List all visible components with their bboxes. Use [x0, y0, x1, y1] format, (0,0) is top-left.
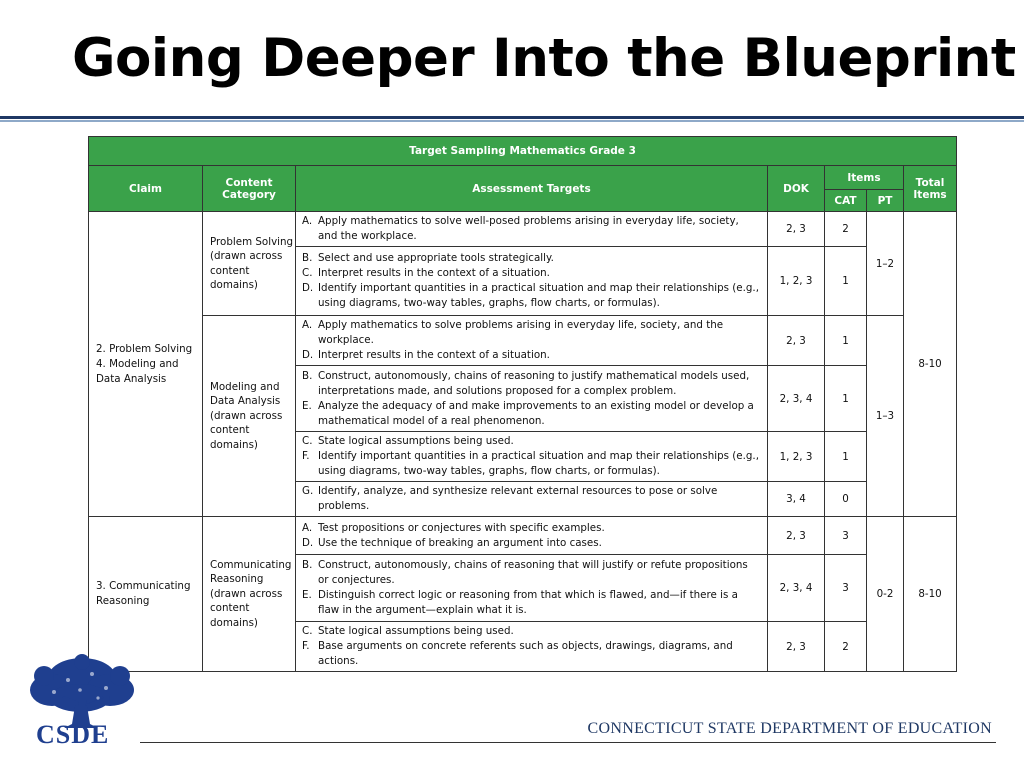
header-pt: PT: [867, 190, 904, 212]
target-text: State logical assumptions being used.: [318, 435, 514, 447]
content-category-cell: [203, 316, 296, 517]
pt-cell: 1–2: [867, 212, 904, 316]
header-cat: CAT: [825, 190, 867, 212]
target-line: [302, 318, 761, 348]
target-line: [302, 251, 761, 266]
target-line: [302, 348, 761, 363]
total-items-cell: 8-10: [904, 517, 957, 672]
header-content-category: Content Category: [203, 166, 296, 212]
target-line: [302, 214, 761, 244]
pt-cell: 0-2: [867, 517, 904, 672]
target-letter: B.: [302, 559, 313, 571]
targets-cell: [296, 212, 768, 247]
target-letter: A.: [302, 215, 313, 227]
target-letter: C.: [302, 435, 313, 447]
target-letter: E.: [302, 399, 312, 412]
dok-cell: 3, 4: [768, 482, 825, 517]
target-line: [302, 624, 761, 639]
target-letter: B.: [302, 369, 313, 382]
total-items-cell: 8-10: [904, 212, 957, 517]
content-category-cell: [203, 212, 296, 316]
target-line: [302, 639, 761, 669]
pt-cell: 1–3: [867, 316, 904, 517]
slide-title: Going Deeper Into the Blueprint: [72, 28, 1016, 89]
targets-cell: [296, 517, 768, 555]
footer-divider: [140, 742, 996, 743]
header-dok: DOK: [768, 166, 825, 212]
cat-cell: 3: [825, 555, 867, 622]
cat-cell: 1: [825, 316, 867, 366]
target-line: [302, 399, 761, 429]
claim-label: 3. Communicating Reasoning: [96, 580, 191, 607]
target-text: Interpret results in the context of a situation.: [318, 267, 550, 279]
target-text: Select and use appropriate tools strategically.: [318, 252, 554, 264]
target-line: [302, 434, 761, 449]
target-line: [302, 369, 761, 399]
target-letter: D.: [302, 282, 314, 294]
cat-cell: 3: [825, 517, 867, 555]
category-note: (drawn across content domains): [210, 250, 283, 291]
targets-cell: [296, 247, 768, 316]
dok-cell: 1, 2, 3: [768, 432, 825, 482]
category-note: (drawn across content domains): [210, 409, 283, 451]
target-letter: D.: [302, 349, 314, 361]
target-text: Use the technique of breaking an argument into cases.: [318, 536, 602, 549]
target-line: [302, 266, 761, 281]
target-text: Identify, analyze, and synthesize relevant external resources to pose or solve problems.: [318, 485, 718, 512]
target-text: Apply mathematics to solve well-posed problems arising in everyday life, society, and the workplace.: [318, 215, 739, 242]
footer-organization: CONNECTICUT STATE DEPARTMENT OF EDUCATION: [587, 720, 992, 737]
dok-cell: 2, 3: [768, 517, 825, 555]
dok-cell: 2, 3, 4: [768, 366, 825, 432]
header-assessment-targets: Assessment Targets: [296, 166, 768, 212]
cat-cell: 2: [825, 622, 867, 672]
targets-cell: [296, 316, 768, 366]
target-line: [302, 536, 761, 551]
content-category-cell: [203, 517, 296, 672]
target-line: [302, 484, 761, 514]
target-letter: B.: [302, 252, 313, 264]
targets-cell: [296, 555, 768, 622]
target-letter: C.: [302, 267, 313, 279]
dok-cell: 2, 3: [768, 622, 825, 672]
header-total-items: Total Items: [904, 166, 957, 212]
category-name: Communicating Reasoning: [210, 558, 292, 586]
target-text: Distinguish correct logic or reasoning from that which is flawed, and—if there is a flaw in the argument—explain what it is.: [318, 589, 738, 616]
category-note: (drawn across content domains): [210, 587, 283, 629]
target-letter: C.: [302, 625, 313, 637]
table-title: Target Sampling Mathematics Grade 3: [89, 137, 957, 166]
header-items: Items: [825, 166, 904, 190]
title-divider-accent: [0, 120, 1024, 122]
cat-cell: 0: [825, 482, 867, 517]
target-letter: E.: [302, 589, 312, 601]
blueprint-table: [88, 136, 957, 672]
target-text: Construct, autonomously, chains of reasoning to justify mathematical models used, interpretations made, and solutions proposed for a complex problem.: [318, 369, 750, 397]
targets-cell: [296, 622, 768, 672]
target-text: Construct, autonomously, chains of reasoning that will justify or refute propositions or conjectures.: [318, 559, 748, 586]
target-text: Identify important quantities in a practical situation and map their relationships (e.g., using diagrams, two-way tables, graphs, flow charts, or formulas).: [318, 450, 759, 477]
claim-cell: [89, 212, 203, 517]
target-letter: F.: [302, 450, 310, 462]
target-text: Analyze the adequacy of and make improvements to an existing model or develop a mathematical model of a real phenomenon.: [318, 399, 754, 427]
category-name: Modeling and Data Analysis: [210, 380, 281, 408]
targets-cell: [296, 432, 768, 482]
target-text: Identify important quantities in a practical situation and map their relationships (e.g., using diagrams, two-way tables, graphs, flow charts, or formulas).: [318, 282, 759, 309]
target-letter: A.: [302, 521, 313, 534]
target-letter: G.: [302, 485, 314, 497]
category-name: Problem Solving: [210, 235, 294, 248]
title-divider: [0, 116, 1024, 119]
target-text: Interpret results in the context of a situation.: [318, 349, 550, 361]
target-text: State logical assumptions being used.: [318, 625, 514, 637]
cat-cell: 1: [825, 432, 867, 482]
dok-cell: 2, 3: [768, 316, 825, 366]
target-text: Apply mathematics to solve problems arising in everyday life, society, and the workplace.: [318, 319, 724, 346]
dok-cell: 1, 2, 3: [768, 247, 825, 316]
dok-cell: 2, 3: [768, 212, 825, 247]
target-text: Test propositions or conjectures with specific examples.: [318, 521, 605, 534]
cat-cell: 1: [825, 366, 867, 432]
cat-cell: 2: [825, 212, 867, 247]
target-line: [302, 281, 761, 311]
target-letter: A.: [302, 319, 313, 331]
cat-cell: 1: [825, 247, 867, 316]
header-claim: Claim: [89, 166, 203, 212]
target-line: [302, 588, 761, 618]
target-line: [302, 521, 761, 536]
claim-label: 2. Problem Solving: [96, 342, 193, 355]
target-letter: D.: [302, 536, 314, 549]
targets-cell: [296, 482, 768, 517]
claim-label: 4. Modeling and Data Analysis: [96, 357, 179, 385]
target-line: [302, 449, 761, 479]
dok-cell: 2, 3, 4: [768, 555, 825, 622]
target-line: [302, 558, 761, 588]
target-text: Base arguments on concrete referents such as objects, drawings, diagrams, and actions.: [318, 640, 733, 667]
csde-logo-text: CSDE: [36, 720, 110, 749]
target-letter: F.: [302, 640, 310, 652]
claim-cell: [89, 517, 203, 672]
targets-cell: [296, 366, 768, 432]
